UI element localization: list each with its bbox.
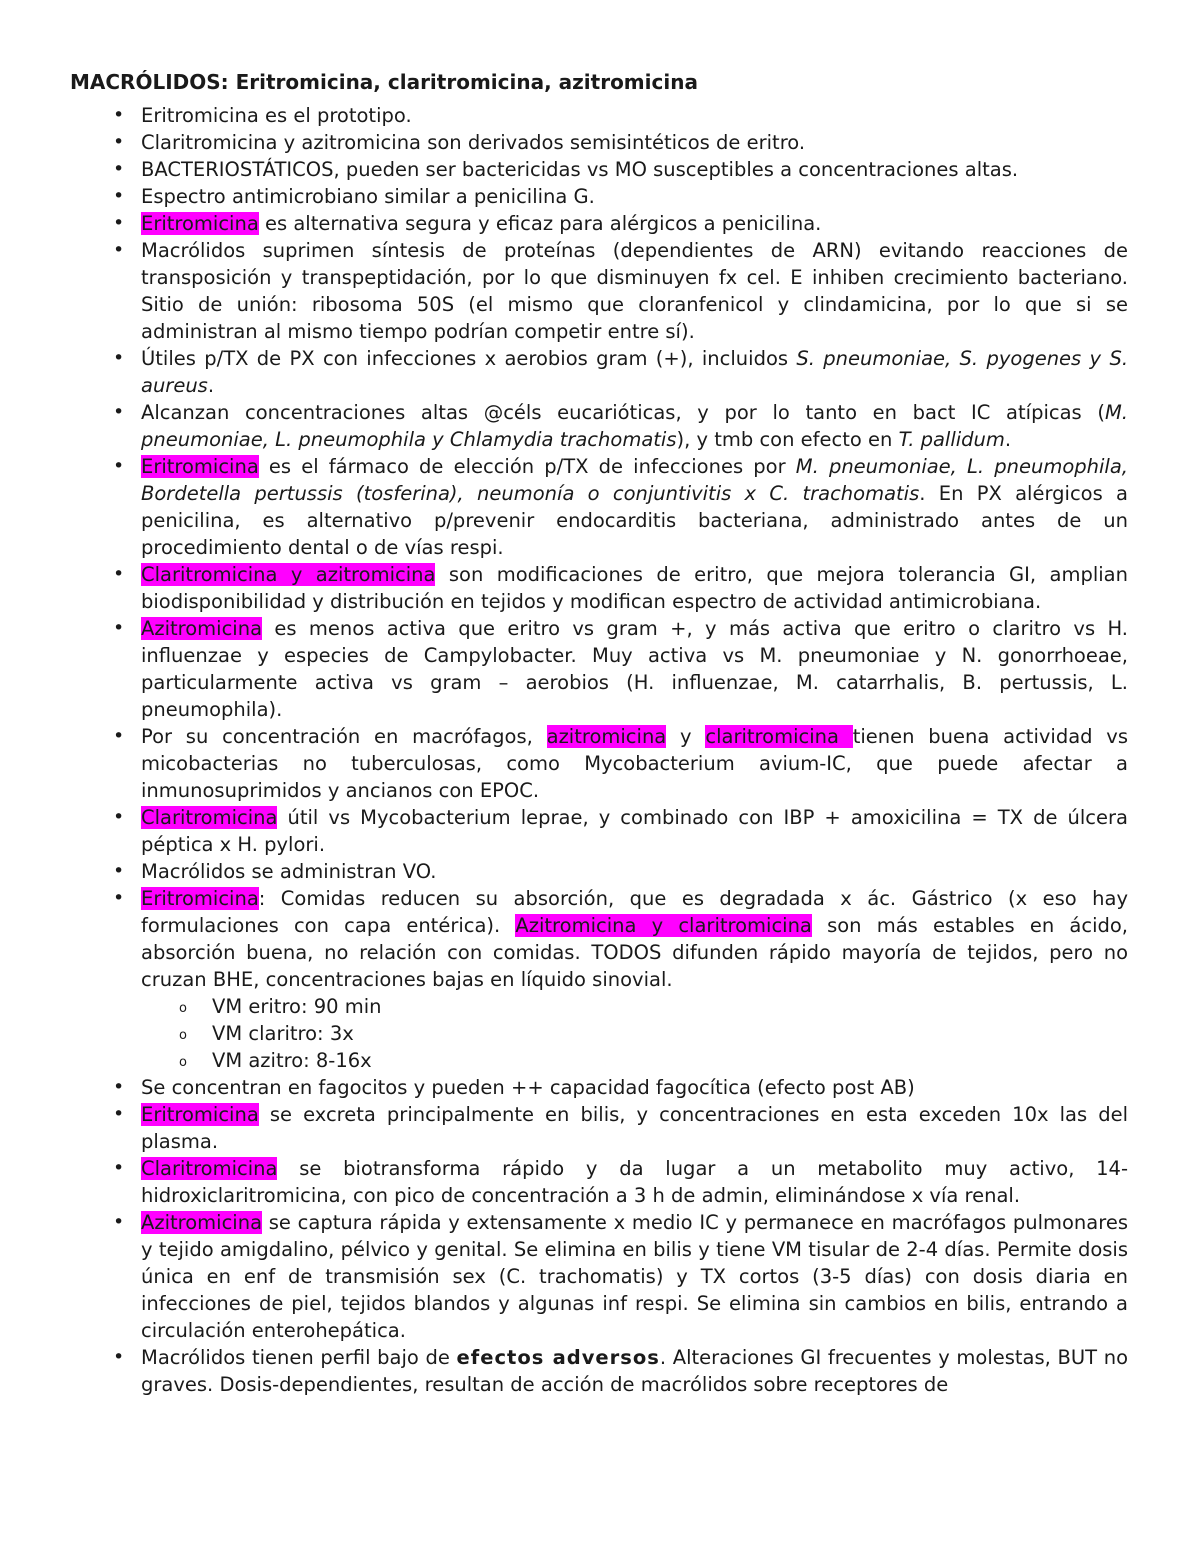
list-item: • Azitromicina es menos activa que eritro vs gram +, y más activa que eritro o claritro vs H. influenzae y especies de Campylobacter. Muy activa vs M. pneumoniae y N. gonorrhoeae, particularmente activa vs gram – aerobios (H. influenzae, M. catarrhalis, B. pertussis, L. pneumophila). [70, 615, 1128, 723]
list-item: • Azitromicina se captura rápida y extensamente x medio IC y permanece en macrófagos pulmonares y tejido amigdalino, pélvico y genital. Se elimina en bilis y tiene VM tisular de 2-4 días. Permite dosis única en enf de transmisión sex (C. trachomatis) y TX cortos (3-5 días) con dosis diaria en infecciones de piel, tejidos blandos y algunas inf respi. Se elimina sin cambios en bilis, entrando a circulación enterohepática. [70, 1209, 1128, 1344]
highlight: azitromicina [546, 725, 667, 748]
list-item: • Claritromicina y azitromicina son derivados semisintéticos de eritro. [70, 129, 1128, 156]
highlight: Eritromicina [141, 1103, 259, 1126]
highlight: Eritromicina [141, 455, 259, 478]
sub-list [141, 993, 1128, 1074]
document-page [70, 70, 1128, 1398]
list-item: • Eritromicina es el fármaco de elección p/TX de infecciones por M. pneumoniae, L. pneumophila, Bordetella pertussis (tosferina), neumonía o conjuntivitis x C. trachomatis. En PX alérgicos a penicilina, es alternativo p/prevenir endocarditis bacteriana, administrado antes de un procedimiento dental o de vías respi. [70, 453, 1128, 561]
sub-list-item: o VM azitro: 8-16x [141, 1047, 1128, 1074]
page-title: MACRÓLIDOS: Eritromicina, claritromicina, azitromicina [70, 70, 698, 94]
list-item: • Claritromicina y azitromicina son modificaciones de eritro, que mejora tolerancia GI, amplian biodisponibilidad y distribución en tejidos y modifican espectro de actividad antimicrobiana. [70, 561, 1128, 615]
list-item: • Macrólidos tienen perfil bajo de efectos adversos. Alteraciones GI frecuentes y molestas, BUT no graves. Dosis-dependientes, resultan de acción de macrólidos sobre receptores de [70, 1344, 1128, 1398]
list-item: • Eritromicina es el prototipo. [70, 102, 1128, 129]
bullet-list [70, 102, 1128, 1398]
sub-list-item: o VM eritro: 90 min [141, 993, 1128, 1020]
list-item: • Eritromicina es alternativa segura y eficaz para alérgicos a penicilina. [70, 210, 1128, 237]
highlight: Eritromicina [141, 212, 259, 235]
sub-list-item: o VM claritro: 3x [141, 1020, 1128, 1047]
highlight: Azitromicina [141, 1211, 263, 1234]
list-item: • Se concentran en fagocitos y pueden ++ capacidad fagocítica (efecto post AB) [70, 1074, 1128, 1101]
list-item: • Alcanzan concentraciones altas @céls eucarióticas, y por lo tanto en bact IC atípicas (M. pneumoniae, L. pneumophila y Chlamydia trachomatis), y tmb con efecto en T. pallidum. [70, 399, 1128, 453]
highlight: Claritromicina [141, 806, 278, 829]
list-item: • Claritromicina útil vs Mycobacterium leprae, y combinado con IBP + amoxicilina = TX de úlcera péptica x H. pylori. [70, 804, 1128, 858]
list-item: • Eritromicina: Comidas reducen su absorción, que es degradada x ác. Gástrico (x eso hay formulaciones con capa entérica). Azitromicina y claritromicina son más estables en ácido, absorción buena, no relación con comidas. TODOS difunden rápido mayoría de tejidos, pero no cruzan BHE, concentraciones bajas en líquido sinovial. o VM eritro: 90 min o VM claritro: 3x o VM azitro: 8-16x [70, 885, 1128, 1074]
list-item: • Espectro antimicrobiano similar a penicilina G. [70, 183, 1128, 210]
list-item: • BACTERIOSTÁTICOS, pueden ser bactericidas vs MO susceptibles a concentraciones altas. [70, 156, 1128, 183]
list-item: • Macrólidos suprimen síntesis de proteínas (dependientes de ARN) evitando reacciones de transposición y transpeptidación, por lo que disminuyen fx cel. E inhiben crecimiento bacteriano. Sitio de unión: ribosoma 50S (el mismo que cloranfenicol y clindamicina, por lo que si se administran al mismo tiempo podrían competir entre sí). [70, 237, 1128, 345]
highlight: Claritromicina y azitromicina [141, 563, 436, 586]
highlight: Eritromicina [141, 887, 259, 910]
list-item: • Macrólidos se administran VO. [70, 858, 1128, 885]
list-item: • Por su concentración en macrófagos, azitromicina y claritromicina tienen buena actividad vs micobacterias no tuberculosas, como Mycobacterium avium-IC, que puede afectar a inmunosuprimidos y ancianos con EPOC. [70, 723, 1128, 804]
highlight: claritromicina [705, 725, 853, 748]
list-item: • Útiles p/TX de PX con infecciones x aerobios gram (+), incluidos S. pneumoniae, S. pyogenes y S. aureus. [70, 345, 1128, 399]
highlight: Azitromicina [141, 617, 263, 640]
highlight: Claritromicina [141, 1157, 278, 1180]
list-item: • Claritromicina se biotransforma rápido y da lugar a un metabolito muy activo, 14-hidroxiclaritromicina, con pico de concentración a 3 h de admin, eliminándose x vía renal. [70, 1155, 1128, 1209]
list-item: • Eritromicina se excreta principalmente en bilis, y concentraciones en esta exceden 10x las del plasma. [70, 1101, 1128, 1155]
highlight: Azitromicina y claritromicina [515, 914, 812, 937]
